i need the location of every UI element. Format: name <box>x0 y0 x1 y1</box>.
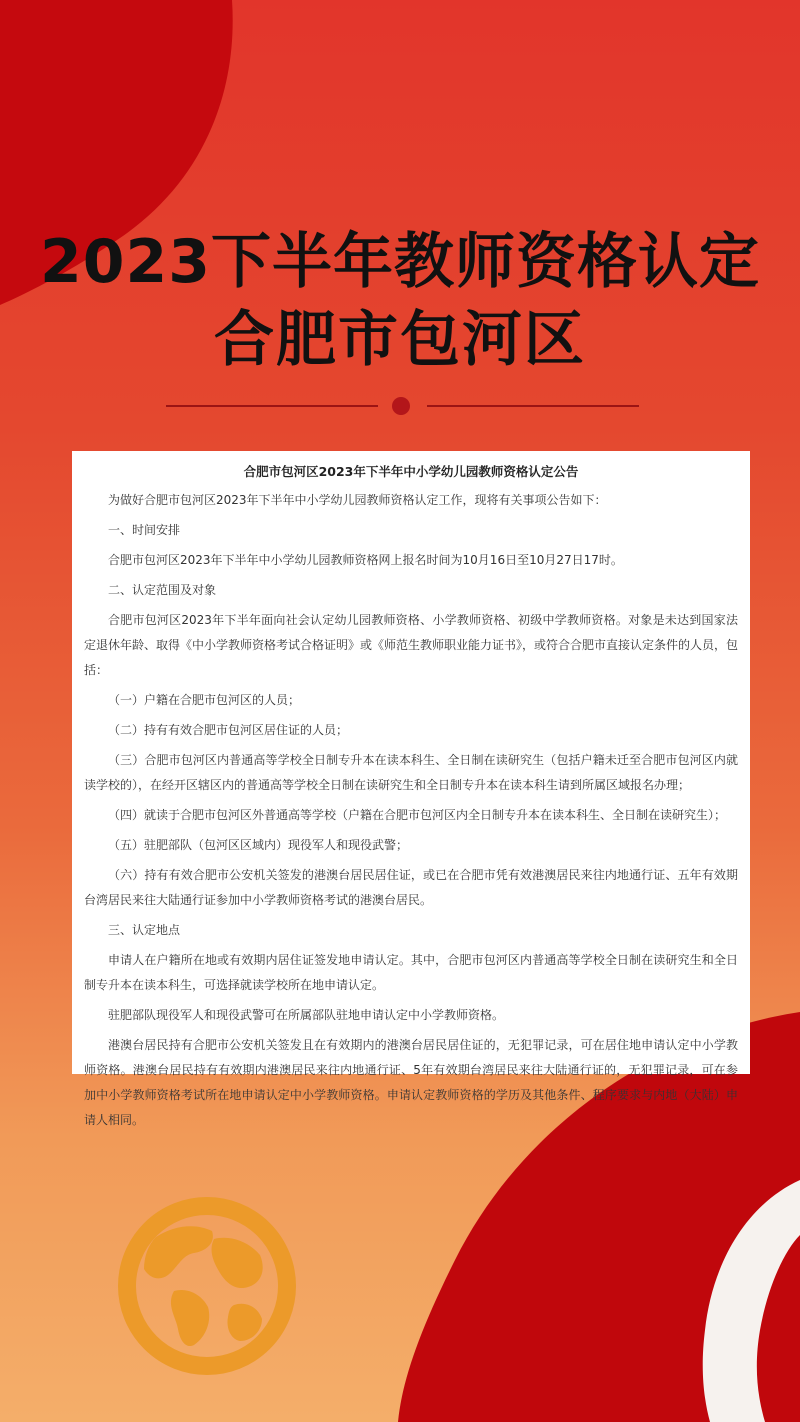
section-heading-scope: 二、认定范围及对象 <box>108 583 217 597</box>
notice-list-item: （六）持有有效合肥市公安机关签发的港澳台居民居住证，或已在合肥市凭有效港澳居民来往内地通行证、五年有效期台湾居民来往大陆通行证参加中小学教师资格考试的港澳台居民。 <box>84 868 738 907</box>
section-heading-location: 三、认定地点 <box>108 923 181 937</box>
notice-paragraph: 合肥市包河区2023年下半年中小学幼儿园教师资格网上报名时间为10月16日至10月27日17时。 <box>108 553 623 567</box>
notice-list-item: （二）持有有效合肥市包河区居住证的人员； <box>108 723 349 737</box>
poster-title-line-1: 2023下半年教师资格认定 <box>40 227 760 297</box>
notice-list-item: （五）驻肥部队（包河区区域内）现役军人和现役武警； <box>108 838 409 852</box>
notice-title: 合肥市包河区2023年下半年中小学幼儿园教师资格认定公告 <box>243 464 579 479</box>
notice-paragraph: 申请人在户籍所在地或有效期内居住证签发地申请认定。其中，合肥市包河区内普通高等学校全日制在读研究生和全日制专升本在读本科生，可选择就读学校所在地申请认定。 <box>84 953 738 992</box>
globe-icon <box>116 1195 298 1377</box>
section-heading-time: 一、时间安排 <box>108 523 181 537</box>
notice-list-item: （四）就读于合肥市包河区外普通高等学校（户籍在合肥市包河区内全日制专升本在读本科生、全日制在读研究生）； <box>108 808 727 822</box>
notice-intro: 为做好合肥市包河区2023年下半年中小学幼儿园教师资格认定工作，现将有关事项公告如下： <box>108 493 607 507</box>
divider-dot <box>392 397 410 415</box>
divider-line-left <box>166 405 378 407</box>
poster-title-line-2: 合肥市包河区 <box>214 305 586 375</box>
notice-paragraph: 驻肥部队现役军人和现役武警可在所属部队驻地申请认定中小学教师资格。 <box>108 1008 505 1022</box>
notice-list-item: （一）户籍在合肥市包河区的人员； <box>108 693 301 707</box>
divider-line-right <box>427 405 639 407</box>
title-divider <box>0 396 800 416</box>
notice-list-item: （三）合肥市包河区内普通高等学校全日制专升本在读本科生、全日制在读研究生（包括户籍未迁至合肥市包河区内就读学校的），在经开区辖区内的普通高等学校全日制在读研究生和全日制专升本在读本科生请到所属区域报名办理； <box>84 753 738 792</box>
notice-paragraph: 港澳台居民持有合肥市公安机关签发且在有效期内的港澳台居民居住证的，无犯罪记录，可在居住地申请认定中小学教师资格。港澳台居民持有有效期内港澳居民来往内地通行证、5年有效期台湾居民来往大陆通行证的，无犯罪记录，可在参加中小学教师资格考试所在地申请认定中小学教师资格。申请认定教师资格的学历及其他条件、程序要求与内地（大陆）申请人相同。 <box>84 1038 738 1127</box>
notice-paragraph: 合肥市包河区2023年下半年面向社会认定幼儿园教师资格、小学教师资格、初级中学教师资格。对象是未达到国家法定退休年龄、取得《中小学教师资格考试合格证明》或《师范生教师职业能力证书》，或符合合肥市直接认定条件的人员，包括： <box>84 613 739 677</box>
notice-card <box>72 451 750 1127</box>
